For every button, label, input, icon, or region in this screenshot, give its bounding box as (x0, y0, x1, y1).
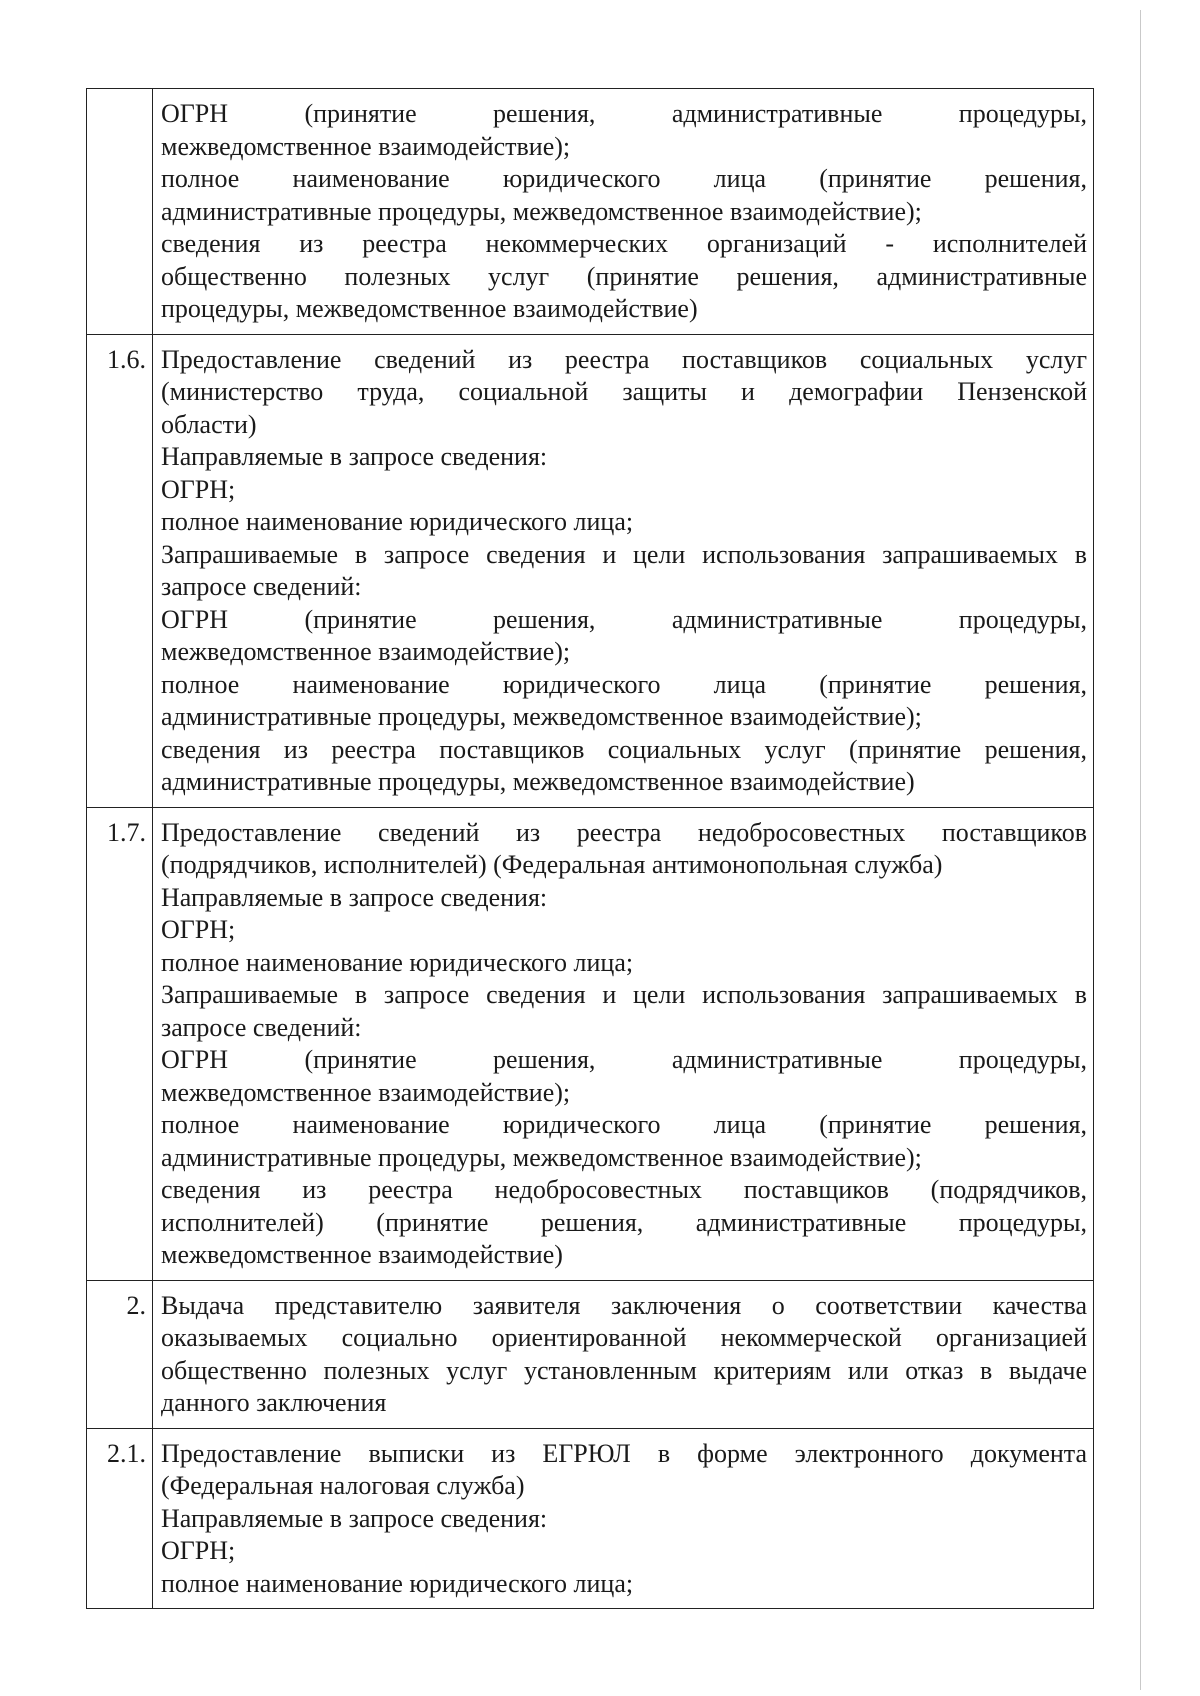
table-body (87, 89, 1094, 1609)
text-line: Направляемые в запросе сведения: (161, 442, 548, 471)
text-line: полное наименование юридического лица (принятие решения, (161, 164, 1087, 193)
text-line: (подрядчиков, исполнителей) (Федеральная антимонопольная служба) (161, 850, 943, 879)
text-line: административные процедуры, межведомственное взаимодействие); (161, 702, 922, 731)
text-line: ОГРН; (161, 1536, 236, 1565)
text-line: исполнителей) (принятие решения, административные процедуры, (161, 1207, 1087, 1237)
requirements-table (86, 88, 1094, 1609)
text-line: области) (161, 409, 257, 439)
table-row (87, 1428, 1094, 1609)
text-line: межведомственное взаимодействие); (161, 131, 571, 161)
table-row (87, 807, 1094, 1280)
text-line: межведомственное взаимодействие) (161, 1240, 563, 1269)
text-line: ОГРН; (161, 474, 236, 504)
text-line: Запрашиваемые в запросе сведения и цели использования запрашиваемых в (161, 980, 1087, 1009)
row-number: 2. (87, 1280, 153, 1428)
table-row (87, 334, 1094, 807)
row-description (153, 807, 1094, 1280)
row-description (153, 334, 1094, 807)
text-line: сведения из реестра некоммерческих организаций - исполнителей (161, 229, 1087, 258)
text-line: ОГРН (принятие решения, административные процедуры, (161, 1045, 1087, 1074)
row-number: 1.7. (87, 807, 153, 1280)
text-line: сведения из реестра недобросовестных поставщиков (подрядчиков, (161, 1175, 1087, 1204)
table-row (87, 1280, 1094, 1428)
row-description (153, 89, 1094, 335)
text-line: полное наименование юридического лица; (161, 1568, 634, 1598)
text-line: общественно полезных услуг (принятие решения, административные (161, 261, 1087, 291)
text-line: полное наименование юридического лица; (161, 507, 634, 536)
text-line: (Федеральная налоговая служба) (161, 1471, 525, 1500)
text-line: полное наименование юридического лица (принятие решения, (161, 669, 1087, 699)
text-line: Предоставление сведений из реестра недобросовестных поставщиков (161, 817, 1087, 847)
text-line: сведения из реестра поставщиков социальных услуг (принятие решения, (161, 734, 1087, 764)
text-line: ОГРН (принятие решения, административные процедуры, (161, 99, 1087, 128)
text-line: общественно полезных услуг установленным критериям или отказ в выдаче (161, 1355, 1087, 1385)
text-line: Направляемые в запросе сведения: (161, 882, 548, 912)
text-line: полное наименование юридического лица; (161, 947, 634, 977)
text-line: Направляемые в запросе сведения: (161, 1503, 548, 1533)
table-row (87, 89, 1094, 335)
text-line: Предоставление выписки из ЕГРЮЛ в форме электронного документа (161, 1438, 1087, 1468)
text-line: Выдача представителю заявителя заключения о соответствии качества (161, 1290, 1087, 1320)
text-line: ОГРН (принятие решения, административные процедуры, (161, 604, 1087, 634)
text-line: межведомственное взаимодействие); (161, 637, 571, 666)
row-number: 1.6. (87, 334, 153, 807)
text-line: административные процедуры, межведомственное взаимодействие) (161, 767, 915, 796)
row-number: 2.1. (87, 1428, 153, 1609)
row-description (153, 1428, 1094, 1609)
text-line: ОГРН; (161, 915, 236, 944)
text-line: запросе сведений: (161, 572, 362, 601)
text-line: оказываемых социально ориентированной некоммерческой организацией (161, 1323, 1087, 1352)
text-line: Запрашиваемые в запросе сведения и цели использования запрашиваемых в (161, 539, 1087, 569)
text-line: (министерство труда, социальной защиты и демографии Пензенской (161, 377, 1087, 406)
text-line: административные процедуры, межведомственное взаимодействие); (161, 196, 922, 226)
row-number (87, 89, 153, 335)
text-line: Предоставление сведений из реестра поставщиков социальных услуг (161, 344, 1087, 374)
text-line: запросе сведений: (161, 1012, 362, 1042)
text-line: административные процедуры, межведомственное взаимодействие); (161, 1142, 922, 1172)
text-line: процедуры, межведомственное взаимодействие) (161, 294, 698, 323)
scan-edge-line (1140, 10, 1141, 1690)
text-line: полное наименование юридического лица (принятие решения, (161, 1110, 1087, 1139)
row-description (153, 1280, 1094, 1428)
text-line: межведомственное взаимодействие); (161, 1077, 571, 1107)
text-line: данного заключения (161, 1388, 387, 1417)
